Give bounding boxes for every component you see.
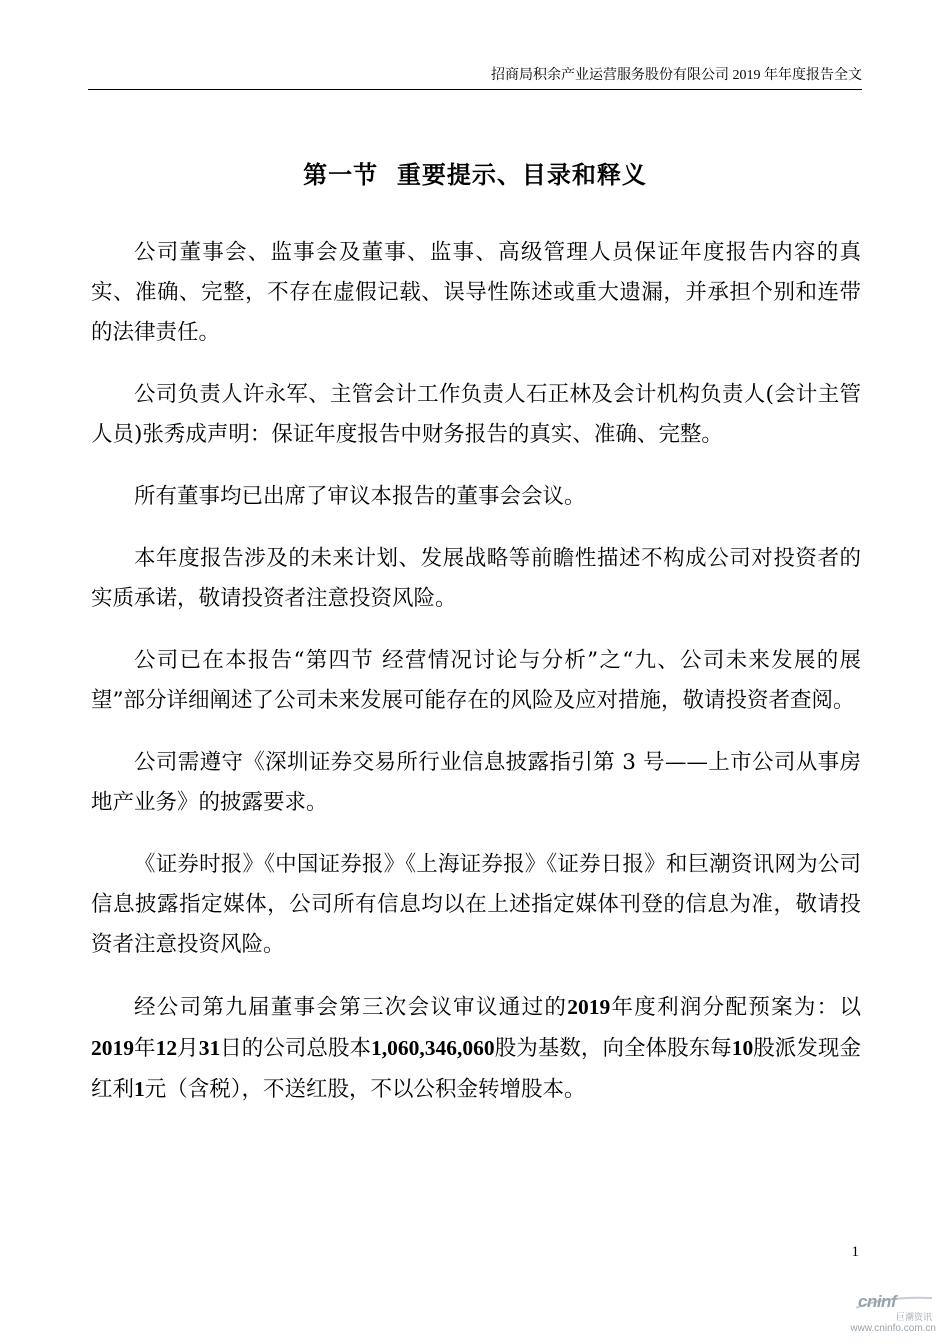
cash-dividend: 1 (134, 1077, 145, 1101)
paragraph-disclosure-guideline: 公司需遵守《深圳证券交易所行业信息披露指引第 3 号——上市公司从事房地产业务》的披露要求。 (91, 750, 861, 815)
distribution-text: 日的公司总股本 (220, 1036, 372, 1061)
paragraph-designated-media: 《证券时报》《中国证券报》《上海证券报》《证券日报》和巨潮资讯网为公司信息披露指定媒体，公司所有信息均以在上述指定媒体刊登的信息为准，敬请投资者注意投资风险。 (91, 852, 861, 957)
document-body (91, 233, 861, 1132)
paragraph-responsible-persons: 公司负责人许永军、主管会计工作负责人石正林及会计机构负责人(会计主管人员)张秀成声明：保证年度报告中财务报告的真实、准确、完整。 (91, 382, 861, 447)
total-shares: 1,060,346,060 (371, 1036, 495, 1060)
record-date-month: 12 (155, 1036, 178, 1060)
distribution-text: 元（含税），不送红股，不以公积金转增股本。 (144, 1077, 586, 1102)
distribution-text: 股为基数，向全体股东每 (494, 1036, 732, 1061)
record-date-day: 31 (198, 1036, 221, 1060)
distribution-text: 股派发现金红利 (91, 1036, 861, 1102)
paragraph-profit-distribution (91, 987, 861, 1110)
distribution-text: 年度利润分配预案为：以 (610, 995, 861, 1020)
distribution-year: 2019 (567, 995, 611, 1019)
cninfo-watermark-logo (850, 1292, 936, 1336)
distribution-text: 年 (134, 1036, 156, 1061)
paragraph-directors-attendance: 所有董事均已出席了审议本报告的董事会会议。 (134, 484, 586, 509)
paragraph-risk-reference: 公司已在本报告“第四节 经营情况讨论与分析”之“九、公司未来发展的展望”部分详细阐述了公司未来发展可能存在的风险及应对措施，敬请投资者查阅。 (91, 648, 861, 713)
distribution-text: 经公司第九届董事会第三次会议审议通过的 (134, 995, 568, 1020)
section-title: 第一节 重要提示、目录和释义 (303, 160, 647, 189)
watermark-brand: cninf (858, 1292, 897, 1311)
paragraph-board-guarantee: 公司董事会、监事会及董事、监事、高级管理人员保证年度报告内容的真实、准确、完整，不存在虚假记载、误导性陈述或重大遗漏，并承担个别和连带的法律责任。 (91, 240, 861, 345)
watermark-url: www.cninfo.com.cn (850, 1323, 936, 1334)
record-date-year: 2019 (91, 1036, 134, 1060)
report-header: 招商局积余产业运营服务股份有限公司 2019 年年度报告全文 (491, 68, 862, 83)
page-number: 1 (851, 1244, 859, 1260)
distribution-text: 月 (177, 1036, 199, 1061)
per-shares-count: 10 (731, 1036, 754, 1060)
header-divider (88, 89, 862, 90)
watermark-brand-cn: 巨潮资讯 (895, 1313, 932, 1323)
paragraph-forward-looking: 本年度报告涉及的未来计划、发展战略等前瞻性描述不构成公司对投资者的实质承诺，敬请投资者注意投资风险。 (91, 546, 861, 611)
